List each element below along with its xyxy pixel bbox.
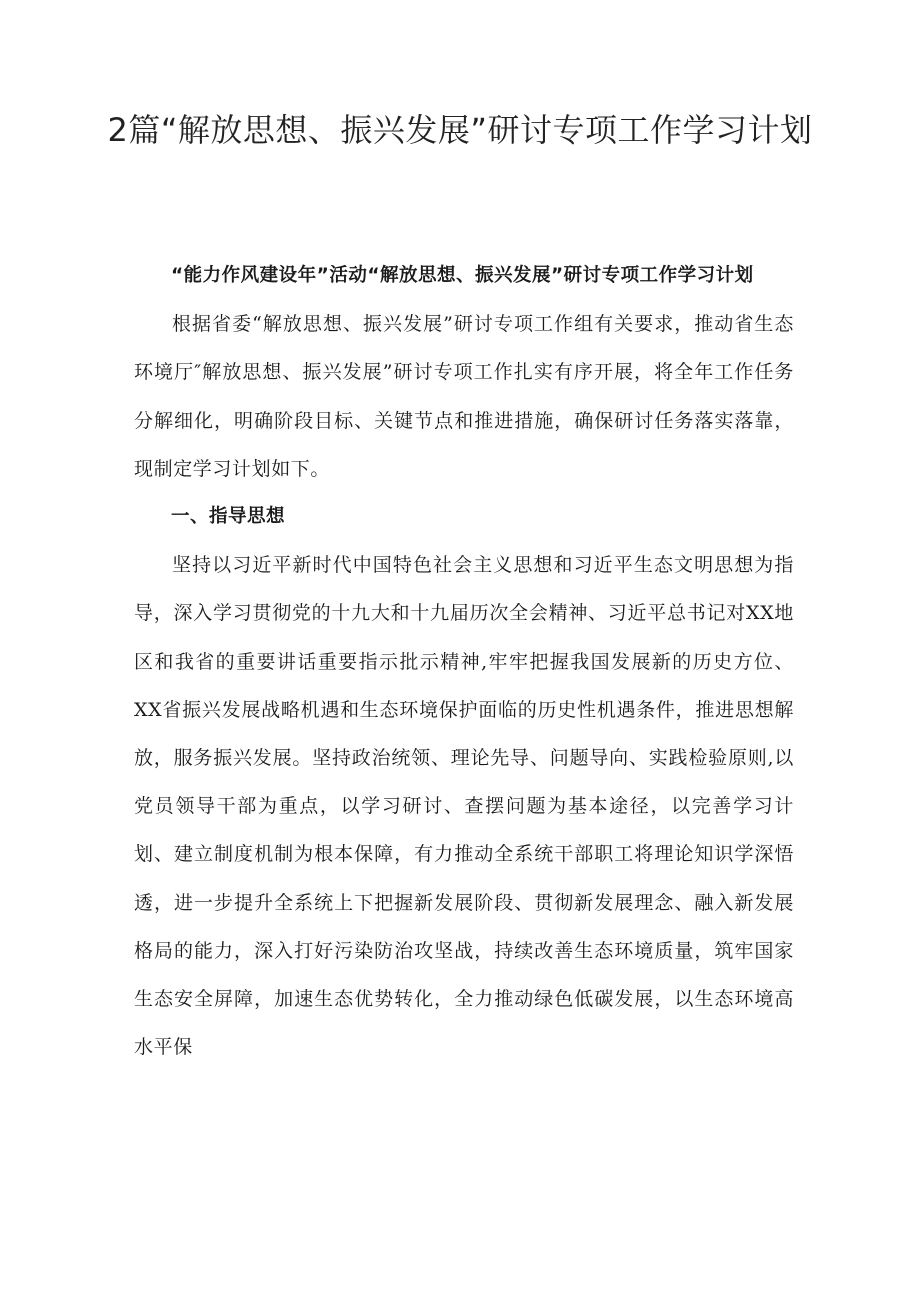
document-subtitle: “能力作风建设年”活动“解放思想、振兴发展”研讨专项工作学习计划 — [171, 265, 754, 286]
guiding-thought-paragraph: 坚持以习近平新时代中国特色社会主义思想和习近平生态文明思想为指导，深入学习贯彻党的十九大和十九届历次全会精神、习近平总书记对XX地区和我省的重要讲话重要指示批示精神,牢牢把握我国发展新的历史方位、XX省振兴发展战略机遇和生态环境保护面临的历史性机遇条件，推进思想解放，服务振兴发展。坚持政治统领、理论先导、问题导向、实践检验原则,以党员领导干部为重点，以学习研讨、查摆问题为基本途径，以完善学习计划、建立制度机制为根本保障，有力推动全系统干部职工将理论知识学深悟透，进一步提升全系统上下把握新发展阶段、贯彻新发展理念、融入新发展格局的能力，深入打好污染防治攻坚战，持续改善生态环境质量，筑牢国家生态安全屏障，加速生态优势转化，全力推动绿色低碳发展，以生态环境高水平保 — [134, 554, 794, 1059]
intro-paragraph: 根据省委“解放思想、振兴发展”研讨专项工作组有关要求，推动省生态环境厅″解放思想、振兴发展”研讨专项工作扎实有序开展，将全年工作任务分解细化，明确阶段目标、关键节点和推进措施，确保研讨任务落实落靠，现制定学习计划如下。 — [134, 313, 794, 480]
document-body — [134, 252, 794, 1071]
section-heading-guiding-thought: 一、指导思想 — [171, 506, 286, 528]
document-title: 2篇“解放思想、振兴发展”研讨专项工作学习计划 — [107, 111, 813, 149]
